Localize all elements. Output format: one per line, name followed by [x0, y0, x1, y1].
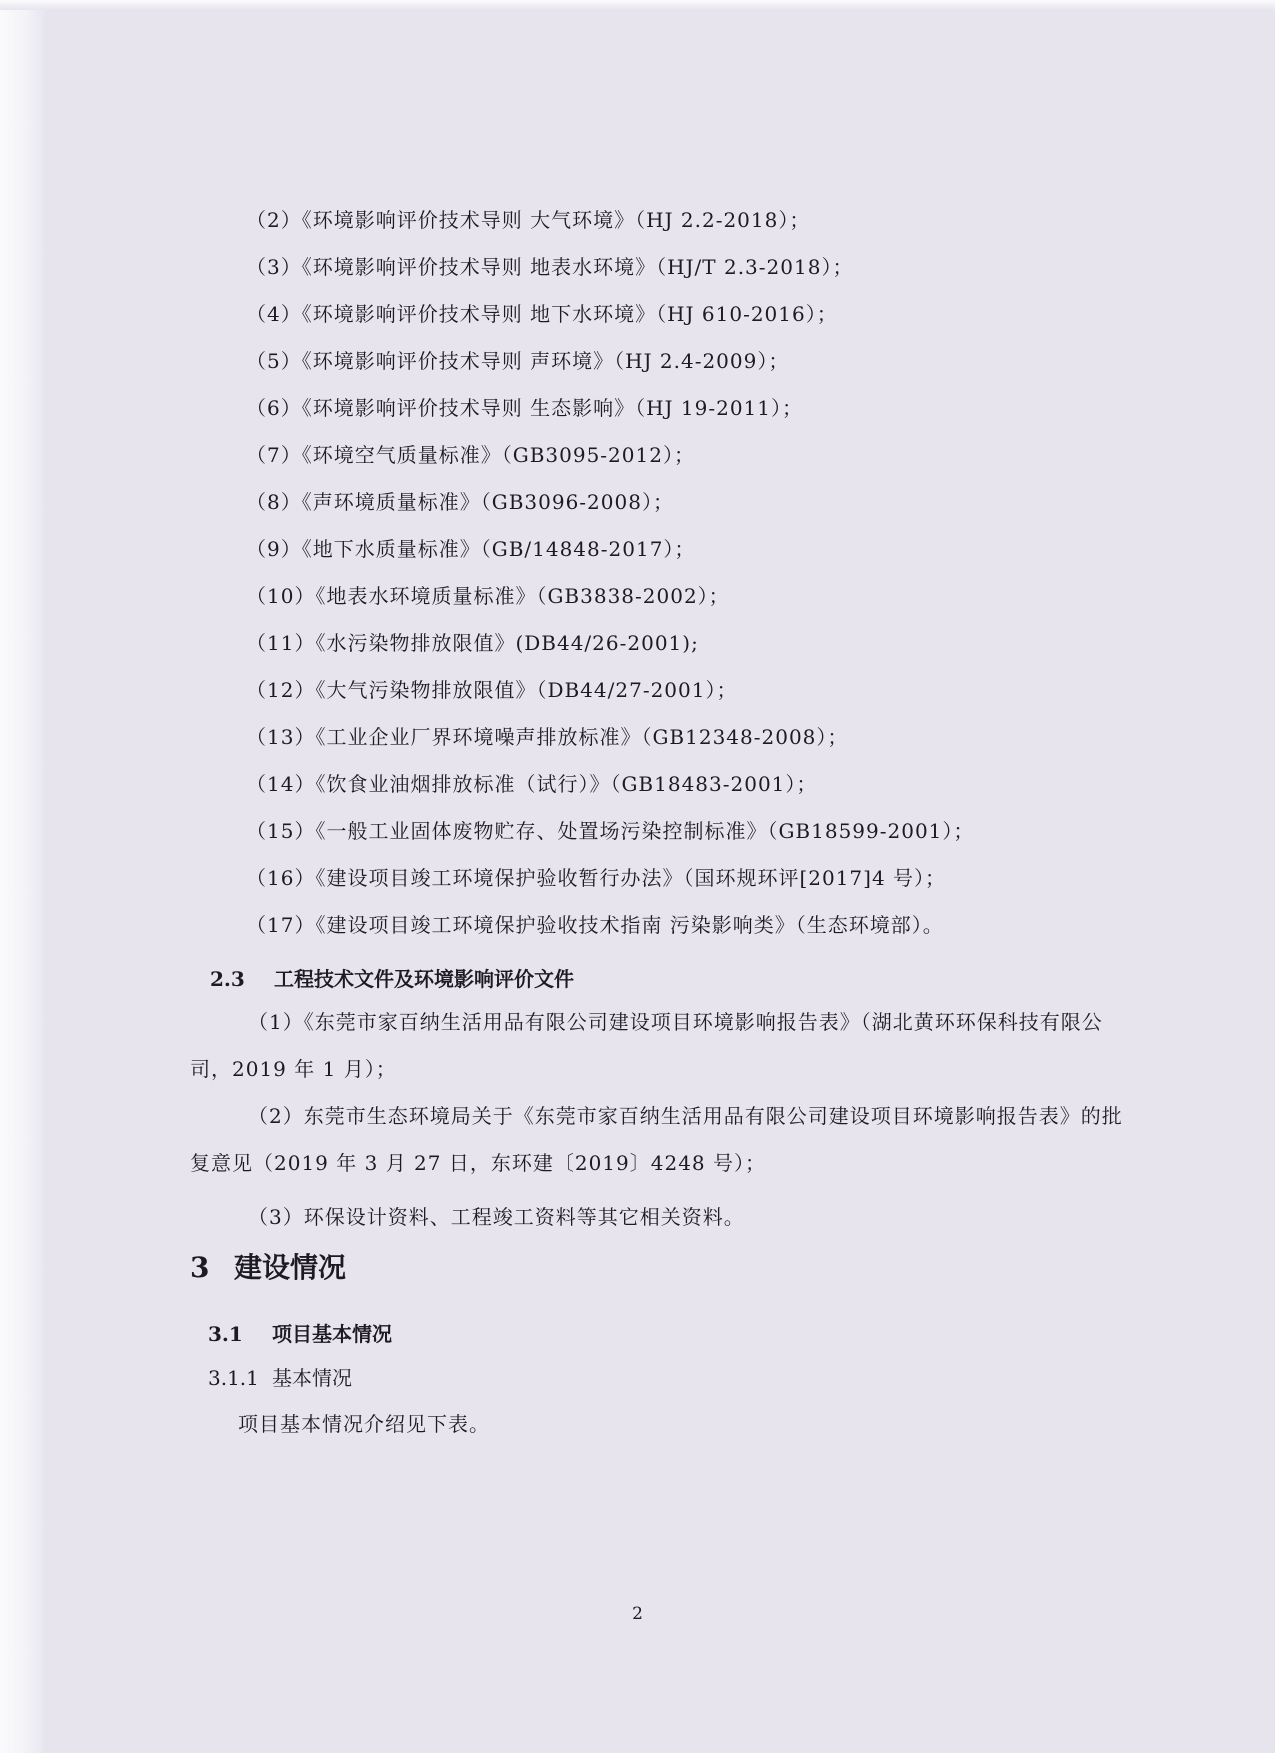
reference-item: （7）《环境空气质量标准》（GB3095-2012）； — [246, 443, 695, 467]
section-number: 2.3 — [210, 967, 245, 991]
paragraph-item-3: （3）环保设计资料、工程竣工资料等其它相关资料。 — [248, 1205, 745, 1229]
reference-item: （15）《一般工业固体废物贮存、处置场污染控制标准》（GB18599-2001）； — [246, 819, 975, 843]
section-heading-2-3 — [210, 963, 574, 992]
chapter-number: 3 — [190, 1251, 210, 1284]
reference-item: （10）《地表水环境质量标准》（GB3838-2002）； — [246, 584, 730, 608]
section-heading-3-1 — [208, 1318, 392, 1347]
page-number: 2 — [632, 1604, 643, 1624]
reference-item: （3）《环境影响评价技术导则 地表水环境》（HJ/T 2.3-2018）； — [246, 255, 854, 279]
subsection-number: 3.1.1 — [208, 1366, 259, 1390]
section-number: 3.1 — [208, 1322, 243, 1346]
section-title: 工程技术文件及环境影响评价文件 — [274, 967, 574, 991]
subsection-heading-3-1-1 — [208, 1362, 352, 1391]
reference-item: （17）《建设项目竣工环境保护验收技术指南 污染影响类》（生态环境部）。 — [246, 913, 944, 937]
chapter-heading-3 — [190, 1246, 346, 1286]
reference-item: （4）《环境影响评价技术导则 地下水环境》（HJ 610-2016）； — [246, 302, 838, 326]
reference-item: （16）《建设项目竣工环境保护验收暂行办法》（国环规环评[2017]4 号）； — [246, 866, 947, 890]
reference-item: （5）《环境影响评价技术导则 声环境》（HJ 2.4-2009）； — [246, 349, 790, 373]
paragraph-item-2: （2）东莞市生态环境局关于《东莞市家百纳生活用品有限公司建设项目环境影响报告表》的批复意见（2019 年 3 月 27 日，东环建〔2019〕4248 号）； — [190, 1104, 1123, 1175]
reference-item: （2）《环境影响评价技术导则 大气环境》（HJ 2.2-2018）； — [246, 208, 811, 232]
paragraph-item-1: （1）《东莞市家百纳生活用品有限公司建设项目环境影响报告表》（湖北黄环环保科技有限公司，2019 年 1 月）； — [190, 1010, 1103, 1081]
reference-item: （6）《环境影响评价技术导则 生态影响》（HJ 19-2011）； — [246, 396, 804, 420]
reference-item: （11）《水污染物排放限值》(DB44/26-2001); — [246, 631, 699, 655]
reference-item: （9）《地下水质量标准》（GB/14848-2017）； — [246, 537, 696, 561]
reference-item: （14）《饮食业油烟排放标准（试行）》（GB18483-2001）； — [246, 772, 818, 796]
chapter-title: 建设情况 — [234, 1251, 347, 1284]
reference-item: （13）《工业企业厂界环境噪声排放标准》（GB12348-2008）； — [246, 725, 849, 749]
reference-item: （12）《大气污染物排放限值》（DB44/27-2001）； — [246, 678, 738, 702]
subsection-text: 项目基本情况介绍见下表。 — [238, 1412, 490, 1436]
reference-item: （8）《声环境质量标准》（GB3096-2008）； — [246, 490, 674, 514]
section-title: 项目基本情况 — [272, 1322, 392, 1346]
subsection-title: 基本情况 — [272, 1366, 352, 1390]
